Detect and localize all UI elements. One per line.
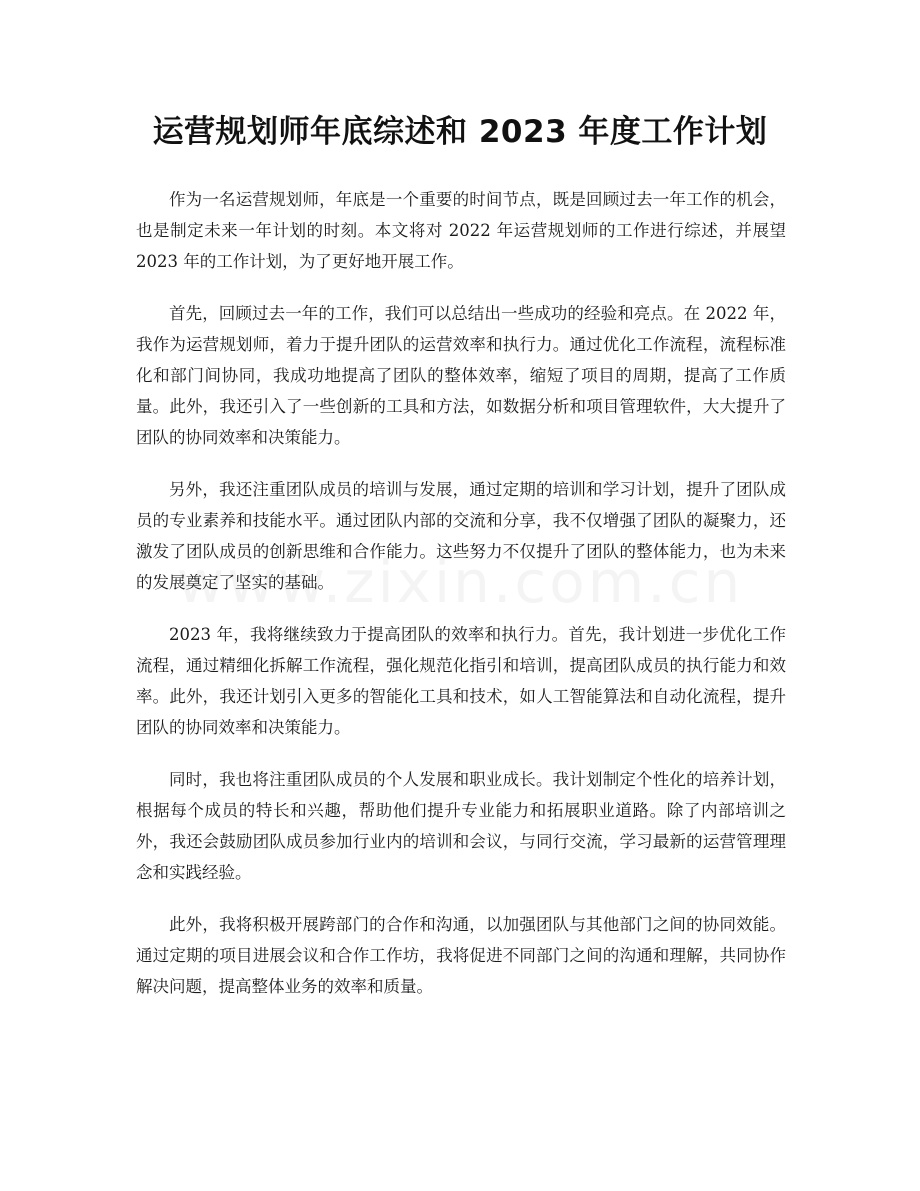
document-body bbox=[136, 184, 786, 1023]
document-title: 运营规划师年底综述和 2023 年度工作计划 bbox=[152, 114, 768, 150]
paragraph-3: 另外，我还注重团队成员的培训与发展，通过定期的培训和学习计划，提升了团队成员的专业素养和技能水平。通过团队内部的交流和分享，我不仅增强了团队的凝聚力，还激发了团队成员的创新思维和合作能力。这些努力不仅提升了团队的整体能力，也为未来的发展奠定了坚实的基础。 bbox=[136, 480, 786, 592]
paragraph-4: 2023 年，我将继续致力于提高团队的效率和执行力。首先，我计划进一步优化工作流程，通过精细化拆解工作流程，强化规范化指引和培训，提高团队成员的执行能力和效率。此外，我还计划引入更多的智能化工具和技术，如人工智能算法和自动化流程，提升团队的协同效率和决策能力。 bbox=[136, 625, 786, 737]
paragraph-5: 同时，我也将注重团队成员的个人发展和职业成长。我计划制定个性化的培养计划，根据每个成员的特长和兴趣，帮助他们提升专业能力和拓展职业道路。除了内部培训之外，我还会鼓励团队成员参加行业内的培训和会议，与同行交流，学习最新的运营管理理念和实践经验。 bbox=[136, 770, 786, 882]
paragraph-6: 此外，我将积极开展跨部门的合作和沟通，以加强团队与其他部门之间的协同效能。通过定期的项目进展会议和合作工作坊，我将促进不同部门之间的沟通和理解，共同协作解决问题，提高整体业务的效率和质量。 bbox=[136, 915, 786, 996]
paragraph-1: 作为一名运营规划师，年底是一个重要的时间节点，既是回顾过去一年工作的机会，也是制定未来一年计划的时刻。本文将对 2022 年运营规划师的工作进行综述，并展望 2023 年的工作计划，为了更好地开展工作。 bbox=[136, 190, 786, 271]
paragraph-2: 首先，回顾过去一年的工作，我们可以总结出一些成功的经验和亮点。在 2022 年，我作为运营规划师，着力于提升团队的运营效率和执行力。通过优化工作流程，流程标准化和部门间协同，我成功地提高了团队的整体效率，缩短了项目的周期，提高了工作质量。此外，我还引入了一些创新的工具和方法，如数据分析和项目管理软件，大大提升了团队的协同效率和决策能力。 bbox=[136, 304, 786, 447]
